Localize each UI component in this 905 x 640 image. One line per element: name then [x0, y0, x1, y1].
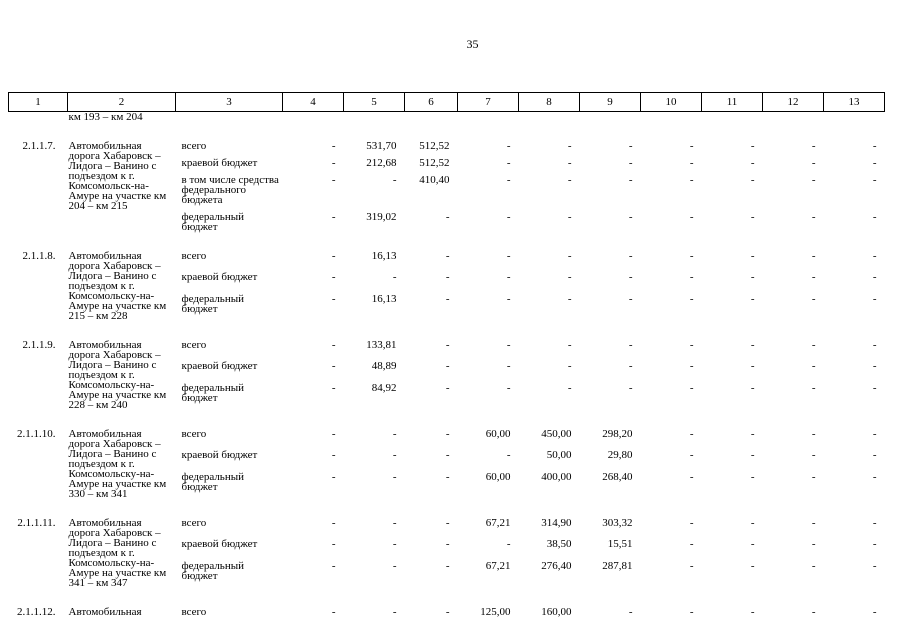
value-col-6: - [445, 339, 450, 351]
item-name: Автомобильная дорога Хабаровск – Лидога – Ванино с подъездом к г. Комсомольску-на-Амуре на участке км 215 – км 228 [68, 250, 167, 322]
value-col-6: - [445, 271, 450, 284]
value-col-7: - [506, 271, 511, 284]
value-col-13: - [872, 271, 877, 284]
value-col-8: 50,00 [546, 449, 572, 462]
value-col-4: - [331, 428, 336, 440]
value-col-4: - [331, 606, 336, 618]
value-col-12: - [811, 538, 816, 551]
column-header-4: 4 [283, 93, 344, 112]
value-col-6: - [445, 449, 450, 462]
value-col-4: - [331, 538, 336, 551]
value-col-4: - [331, 211, 336, 223]
value-col-9: 29,80 [607, 449, 633, 462]
value-col-6: - [445, 606, 450, 618]
value-col-9: - [628, 292, 633, 305]
value-col-13: - [872, 250, 877, 262]
value-col-9: - [628, 140, 633, 152]
column-header-3: 3 [176, 93, 283, 112]
item-name: Автомобильная дорога Хабаровск – Лидога – Ванино с подъездом к г. Комсомольску-на-Амуре на участке км 330 – км 341 [68, 428, 167, 500]
value-col-7: - [506, 250, 511, 262]
value-col-13: - [872, 381, 877, 394]
value-col-12: - [811, 428, 816, 440]
value-col-9: 15,51 [607, 538, 633, 551]
value-col-7: - [506, 360, 511, 373]
value-col-5: - [392, 538, 397, 551]
value-col-6: - [445, 211, 450, 223]
value-col-5: 212,68 [366, 157, 397, 169]
value-col-10: - [689, 339, 694, 351]
value-col-11: - [750, 339, 755, 351]
value-col-4: - [331, 174, 336, 186]
value-col-5: 48,89 [371, 360, 397, 373]
value-col-13: - [872, 559, 877, 572]
funding-source: всего [181, 606, 207, 618]
value-col-13: - [872, 517, 877, 529]
table-row [9, 602, 885, 617]
value-col-12: - [811, 174, 816, 186]
value-col-8: - [567, 292, 572, 305]
funding-source: краевой бюджет [181, 157, 258, 169]
value-col-8: - [567, 250, 572, 262]
value-col-7: - [506, 449, 511, 462]
value-col-9: 298,20 [602, 428, 633, 440]
value-col-9: 268,40 [602, 470, 633, 483]
value-col-8: - [567, 360, 572, 373]
funding-source: всего [181, 428, 207, 440]
value-col-10: - [689, 559, 694, 572]
value-col-12: - [811, 250, 816, 262]
value-col-12: - [811, 360, 816, 373]
value-col-5: - [392, 271, 397, 284]
continuation-text: км 193 – км 204 [68, 111, 143, 123]
value-col-5: 16,13 [371, 250, 397, 262]
value-col-9: - [628, 339, 633, 351]
column-header-5: 5 [344, 93, 405, 112]
item-name: Автомобильная [68, 606, 142, 618]
value-col-5: - [392, 470, 397, 483]
value-col-7: - [506, 339, 511, 351]
value-col-13: - [872, 174, 877, 186]
value-col-5: - [392, 517, 397, 529]
value-col-5: 319,02 [366, 211, 397, 223]
funding-source: всего [181, 140, 207, 152]
group-spacer [9, 410, 885, 424]
item-code: 2.1.1.12. [17, 606, 56, 618]
column-number-header [9, 93, 885, 112]
value-col-13: - [872, 292, 877, 305]
value-col-4: - [331, 449, 336, 462]
table-row [9, 424, 885, 443]
value-col-13: - [872, 157, 877, 169]
budget-table [8, 92, 885, 617]
value-col-12: - [811, 381, 816, 394]
column-header-12: 12 [763, 93, 824, 112]
value-col-6: - [445, 538, 450, 551]
value-col-9: 287,81 [602, 559, 633, 572]
table-row [9, 513, 885, 532]
value-col-11: - [750, 559, 755, 572]
value-col-6: - [445, 250, 450, 262]
value-col-8: - [567, 381, 572, 394]
value-col-5: 133,81 [366, 339, 397, 351]
item-code: 2.1.1.11. [17, 517, 56, 529]
value-col-12: - [811, 211, 816, 223]
column-header-10: 10 [641, 93, 702, 112]
value-col-4: - [331, 381, 336, 394]
funding-source: краевой бюджет [181, 360, 258, 373]
value-col-7: - [506, 211, 511, 223]
value-col-9: - [628, 211, 633, 223]
value-col-13: - [872, 360, 877, 373]
table-row [9, 335, 885, 354]
group-spacer [9, 588, 885, 602]
value-col-6: - [445, 428, 450, 440]
funding-source: федеральный бюджет [181, 470, 244, 493]
value-col-8: 450,00 [541, 428, 572, 440]
column-header-6: 6 [405, 93, 458, 112]
value-col-4: - [331, 517, 336, 529]
value-col-13: - [872, 538, 877, 551]
group-spacer [9, 499, 885, 513]
value-col-6: - [445, 470, 450, 483]
funding-source: краевой бюджет [181, 271, 258, 284]
value-col-10: - [689, 428, 694, 440]
value-col-7: - [506, 140, 511, 152]
value-col-11: - [750, 250, 755, 262]
value-col-9: - [628, 606, 633, 618]
value-col-4: - [331, 271, 336, 284]
page-number: 35 [466, 37, 479, 51]
value-col-8: 276,40 [541, 559, 572, 572]
value-col-12: - [811, 157, 816, 169]
value-col-11: - [750, 271, 755, 284]
value-col-11: - [750, 140, 755, 152]
item-code: 2.1.1.8. [22, 250, 56, 262]
value-col-4: - [331, 250, 336, 262]
value-col-10: - [689, 470, 694, 483]
value-col-11: - [750, 211, 755, 223]
value-col-11: - [750, 174, 755, 186]
funding-source: краевой бюджет [181, 538, 258, 551]
value-col-8: - [567, 339, 572, 351]
value-col-12: - [811, 517, 816, 529]
value-col-13: - [872, 606, 877, 618]
group-spacer [9, 122, 885, 136]
value-col-9: - [628, 157, 633, 169]
value-col-11: - [750, 517, 755, 529]
column-header-13: 13 [824, 93, 885, 112]
column-header-1: 1 [9, 93, 68, 112]
value-col-5: 16,13 [371, 292, 397, 305]
value-col-8: - [567, 271, 572, 284]
column-header-7: 7 [458, 93, 519, 112]
continuation-row [9, 112, 885, 123]
value-col-6: - [445, 292, 450, 305]
value-col-9: - [628, 381, 633, 394]
group-spacer [9, 232, 885, 246]
value-col-10: - [689, 606, 694, 618]
value-col-7: - [506, 174, 511, 186]
value-col-5: - [392, 428, 397, 440]
value-col-10: - [689, 157, 694, 169]
table-row [9, 246, 885, 265]
value-col-10: - [689, 271, 694, 284]
value-col-8: 160,00 [541, 606, 572, 618]
value-col-10: - [689, 211, 694, 223]
column-header-11: 11 [702, 93, 763, 112]
value-col-11: - [750, 360, 755, 373]
value-col-8: 314,90 [541, 517, 572, 529]
value-col-10: - [689, 538, 694, 551]
value-col-6: - [445, 381, 450, 394]
value-col-6: 512,52 [419, 157, 450, 169]
value-col-12: - [811, 271, 816, 284]
value-col-4: - [331, 140, 336, 152]
value-col-13: - [872, 428, 877, 440]
table-body [9, 112, 885, 618]
value-col-8: - [567, 157, 572, 169]
value-col-12: - [811, 470, 816, 483]
value-col-7: - [506, 538, 511, 551]
value-col-9: - [628, 250, 633, 262]
value-col-7: - [506, 292, 511, 305]
value-col-5: - [392, 449, 397, 462]
value-col-5: - [392, 174, 397, 186]
funding-source: федеральный бюджет [181, 211, 244, 233]
value-col-7: 60,00 [485, 470, 511, 483]
value-col-8: - [567, 211, 572, 223]
value-col-11: - [750, 292, 755, 305]
column-header-8: 8 [519, 93, 580, 112]
value-col-9: - [628, 174, 633, 186]
funding-source: федеральный бюджет [181, 559, 244, 582]
funding-source: федеральный бюджет [181, 292, 244, 315]
value-col-11: - [750, 538, 755, 551]
value-col-13: - [872, 211, 877, 223]
value-col-9: - [628, 271, 633, 284]
value-col-4: - [331, 470, 336, 483]
item-name: Автомобильная дорога Хабаровск – Лидога – Ванино с подъездом к г. Комсомольску-на-Амуре на участке км 341 – км 347 [68, 517, 167, 589]
value-col-8: 38,50 [546, 538, 572, 551]
value-col-6: - [445, 559, 450, 572]
table-row [9, 136, 885, 151]
value-col-12: - [811, 559, 816, 572]
value-col-8: - [567, 174, 572, 186]
item-name: Автомобильная дорога Хабаровск – Лидога – Ванино с подъездом к г. Комсомольску-на-Амуре на участке км 228 – км 240 [68, 339, 167, 411]
value-col-5: 84,92 [371, 381, 397, 394]
item-code: 2.1.1.10. [17, 428, 56, 440]
value-col-7: - [506, 381, 511, 394]
funding-source: краевой бюджет [181, 449, 258, 462]
value-col-6: - [445, 517, 450, 529]
funding-source: в том числе средства федерального бюджета [181, 174, 279, 206]
funding-source: федеральный бюджет [181, 381, 244, 404]
funding-source: всего [181, 250, 207, 262]
value-col-12: - [811, 606, 816, 618]
value-col-10: - [689, 517, 694, 529]
value-col-11: - [750, 381, 755, 394]
value-col-7: 67,21 [485, 517, 511, 529]
value-col-7: 60,00 [485, 428, 511, 440]
value-col-8: - [567, 140, 572, 152]
value-col-9: - [628, 360, 633, 373]
value-col-10: - [689, 140, 694, 152]
value-col-7: 125,00 [480, 606, 511, 618]
value-col-10: - [689, 250, 694, 262]
column-header-2: 2 [68, 93, 176, 112]
value-col-4: - [331, 360, 336, 373]
value-col-11: - [750, 449, 755, 462]
value-col-5: - [392, 606, 397, 618]
value-col-11: - [750, 428, 755, 440]
value-col-4: - [331, 292, 336, 305]
value-col-12: - [811, 292, 816, 305]
value-col-11: - [750, 470, 755, 483]
value-col-7: 67,21 [485, 559, 511, 572]
value-col-8: 400,00 [541, 470, 572, 483]
funding-source: всего [181, 339, 207, 351]
value-col-11: - [750, 606, 755, 618]
value-col-5: 531,70 [366, 140, 397, 152]
value-col-10: - [689, 381, 694, 394]
value-col-6: 410,40 [419, 174, 450, 186]
value-col-7: - [506, 157, 511, 169]
value-col-12: - [811, 449, 816, 462]
code-cell [9, 112, 68, 123]
item-code: 2.1.1.9. [22, 339, 56, 351]
column-header-9: 9 [580, 93, 641, 112]
group-spacer [9, 321, 885, 335]
item-name: Автомобильная дорога Хабаровск – Лидога – Ванино с подъездом к г. Комсомольск-на-Амуре на участке км 204 – км 215 [68, 140, 167, 212]
item-code: 2.1.1.7. [22, 140, 56, 152]
value-col-13: - [872, 470, 877, 483]
funding-source: всего [181, 517, 207, 529]
value-col-6: 512,52 [419, 140, 450, 152]
value-col-10: - [689, 292, 694, 305]
value-col-13: - [872, 140, 877, 152]
value-col-12: - [811, 140, 816, 152]
value-col-10: - [689, 174, 694, 186]
value-col-12: - [811, 339, 816, 351]
value-col-6: - [445, 360, 450, 373]
value-col-4: - [331, 559, 336, 572]
value-col-5: - [392, 559, 397, 572]
value-col-4: - [331, 157, 336, 169]
value-col-10: - [689, 449, 694, 462]
value-col-11: - [750, 157, 755, 169]
value-col-13: - [872, 449, 877, 462]
value-col-4: - [331, 339, 336, 351]
value-col-13: - [872, 339, 877, 351]
value-col-9: 303,32 [602, 517, 633, 529]
value-col-10: - [689, 360, 694, 373]
